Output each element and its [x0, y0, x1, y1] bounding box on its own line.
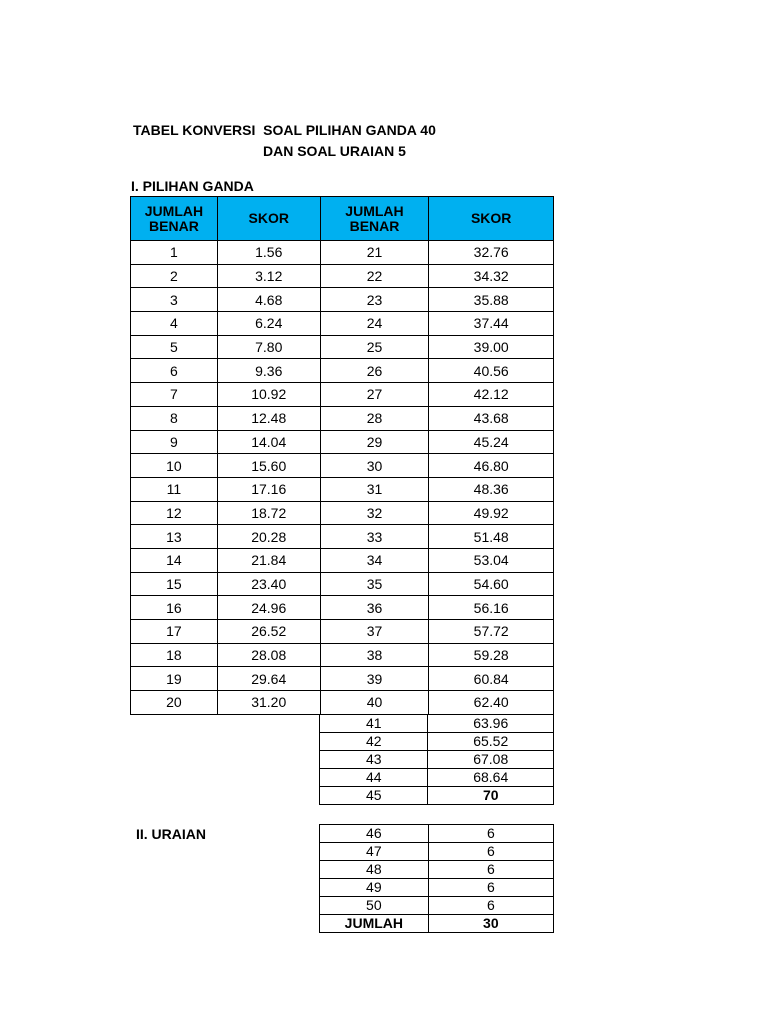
- table-cell: 26: [320, 359, 429, 383]
- conversion-table-extension: [319, 714, 554, 805]
- table-cell: 5: [131, 335, 218, 359]
- table-cell: 1.56: [217, 241, 320, 265]
- section-pilihan-ganda-heading: I. PILIHAN GANDA: [131, 178, 254, 194]
- table-cell: 43.68: [429, 406, 554, 430]
- table-cell: 16: [131, 596, 218, 620]
- table-row: [131, 548, 554, 572]
- table-cell: 6: [428, 843, 553, 861]
- table-cell: 48.36: [429, 477, 554, 501]
- table-cell: 17: [131, 620, 218, 644]
- table-header-row: [131, 197, 554, 241]
- table-cell: 63.96: [428, 715, 554, 733]
- table-row: [131, 501, 554, 525]
- table-cell: 21.84: [217, 548, 320, 572]
- table-cell: 34: [320, 548, 429, 572]
- table-row: [320, 751, 554, 769]
- table-cell: 6.24: [217, 312, 320, 336]
- table-cell: 56.16: [429, 596, 554, 620]
- table-row: [320, 879, 554, 897]
- table-cell: 31.20: [217, 691, 320, 715]
- table-row: [131, 454, 554, 478]
- table-cell: 67.08: [428, 751, 554, 769]
- title-line-2: DAN SOAL URAIAN 5: [263, 143, 406, 159]
- table-cell: 57.72: [429, 620, 554, 644]
- table-cell: 60.84: [429, 667, 554, 691]
- table-row: [131, 477, 554, 501]
- table-cell: JUMLAH: [320, 915, 429, 933]
- header-skor-1: SKOR: [217, 197, 320, 241]
- table-cell: 13: [131, 525, 218, 549]
- table-cell: 18.72: [217, 501, 320, 525]
- table-cell: 29: [320, 430, 429, 454]
- table-cell: 53.04: [429, 548, 554, 572]
- table-cell: 32.76: [429, 241, 554, 265]
- table-cell: 22: [320, 264, 429, 288]
- table-row: [131, 643, 554, 667]
- title-line-1: TABEL KONVERSI SOAL PILIHAN GANDA 40: [133, 122, 436, 138]
- table-cell: 31: [320, 477, 429, 501]
- table-cell: 29.64: [217, 667, 320, 691]
- table-cell: 34.32: [429, 264, 554, 288]
- table-cell: 28: [320, 406, 429, 430]
- table-cell: 48: [320, 861, 429, 879]
- table-cell: 19: [131, 667, 218, 691]
- table-cell: 40: [320, 691, 429, 715]
- conversion-table-uraian: [319, 824, 554, 933]
- table-cell: 65.52: [428, 733, 554, 751]
- table-row: [320, 843, 554, 861]
- table-cell: 30: [428, 915, 553, 933]
- table-cell: 42: [320, 733, 428, 751]
- table-cell: 36: [320, 596, 429, 620]
- table-cell: 49: [320, 879, 429, 897]
- table-row: [320, 915, 554, 933]
- table-cell: 38: [320, 643, 429, 667]
- table-cell: 6: [428, 825, 553, 843]
- table-cell: 46: [320, 825, 429, 843]
- table-cell: 54.60: [429, 572, 554, 596]
- table-cell: 12.48: [217, 406, 320, 430]
- table-cell: 32: [320, 501, 429, 525]
- table-cell: 70: [428, 787, 554, 805]
- table-cell: 35.88: [429, 288, 554, 312]
- table-cell: 33: [320, 525, 429, 549]
- table-row: [131, 525, 554, 549]
- table-cell: 20: [131, 691, 218, 715]
- table-row: [320, 897, 554, 915]
- table-cell: 28.08: [217, 643, 320, 667]
- table-cell: 24: [320, 312, 429, 336]
- table-cell: 1: [131, 241, 218, 265]
- table-cell: 59.28: [429, 643, 554, 667]
- table-row: [320, 769, 554, 787]
- table-cell: 24.96: [217, 596, 320, 620]
- table-row: [131, 264, 554, 288]
- table-cell: 6: [428, 861, 553, 879]
- header-skor-2: SKOR: [429, 197, 554, 241]
- table-row: [320, 715, 554, 733]
- table-cell: 14.04: [217, 430, 320, 454]
- conversion-table-pilihan-ganda: [130, 196, 554, 715]
- table-cell: 68.64: [428, 769, 554, 787]
- table-row: [131, 335, 554, 359]
- table-cell: 9: [131, 430, 218, 454]
- table-cell: 43: [320, 751, 428, 769]
- table-cell: 40.56: [429, 359, 554, 383]
- table-row: [320, 825, 554, 843]
- table-cell: 21: [320, 241, 429, 265]
- table-cell: 3.12: [217, 264, 320, 288]
- table-cell: 4.68: [217, 288, 320, 312]
- table-cell: 4: [131, 312, 218, 336]
- table-cell: 10: [131, 454, 218, 478]
- table-cell: 9.36: [217, 359, 320, 383]
- table-cell: 20.28: [217, 525, 320, 549]
- table-cell: 23: [320, 288, 429, 312]
- table-row: [320, 733, 554, 751]
- table-cell: 25: [320, 335, 429, 359]
- table-row: [131, 288, 554, 312]
- table-cell: 17.16: [217, 477, 320, 501]
- table-cell: 27: [320, 383, 429, 407]
- table-cell: 6: [131, 359, 218, 383]
- table-row: [131, 406, 554, 430]
- table-row: [131, 359, 554, 383]
- table-cell: 23.40: [217, 572, 320, 596]
- table-cell: 35: [320, 572, 429, 596]
- table-row: [131, 572, 554, 596]
- table-cell: 49.92: [429, 501, 554, 525]
- table-cell: 11: [131, 477, 218, 501]
- table-cell: 37: [320, 620, 429, 644]
- table-cell: 39.00: [429, 335, 554, 359]
- table-cell: 45.24: [429, 430, 554, 454]
- table-row: [131, 596, 554, 620]
- table-cell: 50: [320, 897, 429, 915]
- table-cell: 47: [320, 843, 429, 861]
- table-cell: 8: [131, 406, 218, 430]
- table-cell: 12: [131, 501, 218, 525]
- table-row: [320, 861, 554, 879]
- table-cell: 15: [131, 572, 218, 596]
- table-row: [131, 667, 554, 691]
- table-cell: 44: [320, 769, 428, 787]
- table-cell: 30: [320, 454, 429, 478]
- table-cell: 10.92: [217, 383, 320, 407]
- table-cell: 2: [131, 264, 218, 288]
- table-row: [131, 691, 554, 715]
- table-row: [131, 383, 554, 407]
- table-cell: 51.48: [429, 525, 554, 549]
- table-cell: 42.12: [429, 383, 554, 407]
- header-jumlah-benar-2: JUMLAH BENAR: [320, 197, 429, 241]
- section-uraian-heading: II. URAIAN: [136, 826, 206, 842]
- table-cell: 37.44: [429, 312, 554, 336]
- table-row: [131, 241, 554, 265]
- table-cell: 14: [131, 548, 218, 572]
- table-row: [320, 787, 554, 805]
- table-row: [131, 620, 554, 644]
- table-cell: 7: [131, 383, 218, 407]
- table-cell: 46.80: [429, 454, 554, 478]
- table-cell: 6: [428, 879, 553, 897]
- header-jumlah-benar-1: JUMLAH BENAR: [131, 197, 218, 241]
- table-cell: 62.40: [429, 691, 554, 715]
- table-cell: 6: [428, 897, 553, 915]
- table-cell: 41: [320, 715, 428, 733]
- table-row: [131, 312, 554, 336]
- table-cell: 39: [320, 667, 429, 691]
- table-cell: 15.60: [217, 454, 320, 478]
- table-cell: 45: [320, 787, 428, 805]
- table-cell: 26.52: [217, 620, 320, 644]
- table-cell: 3: [131, 288, 218, 312]
- table-cell: 18: [131, 643, 218, 667]
- table-row: [131, 430, 554, 454]
- table-cell: 7.80: [217, 335, 320, 359]
